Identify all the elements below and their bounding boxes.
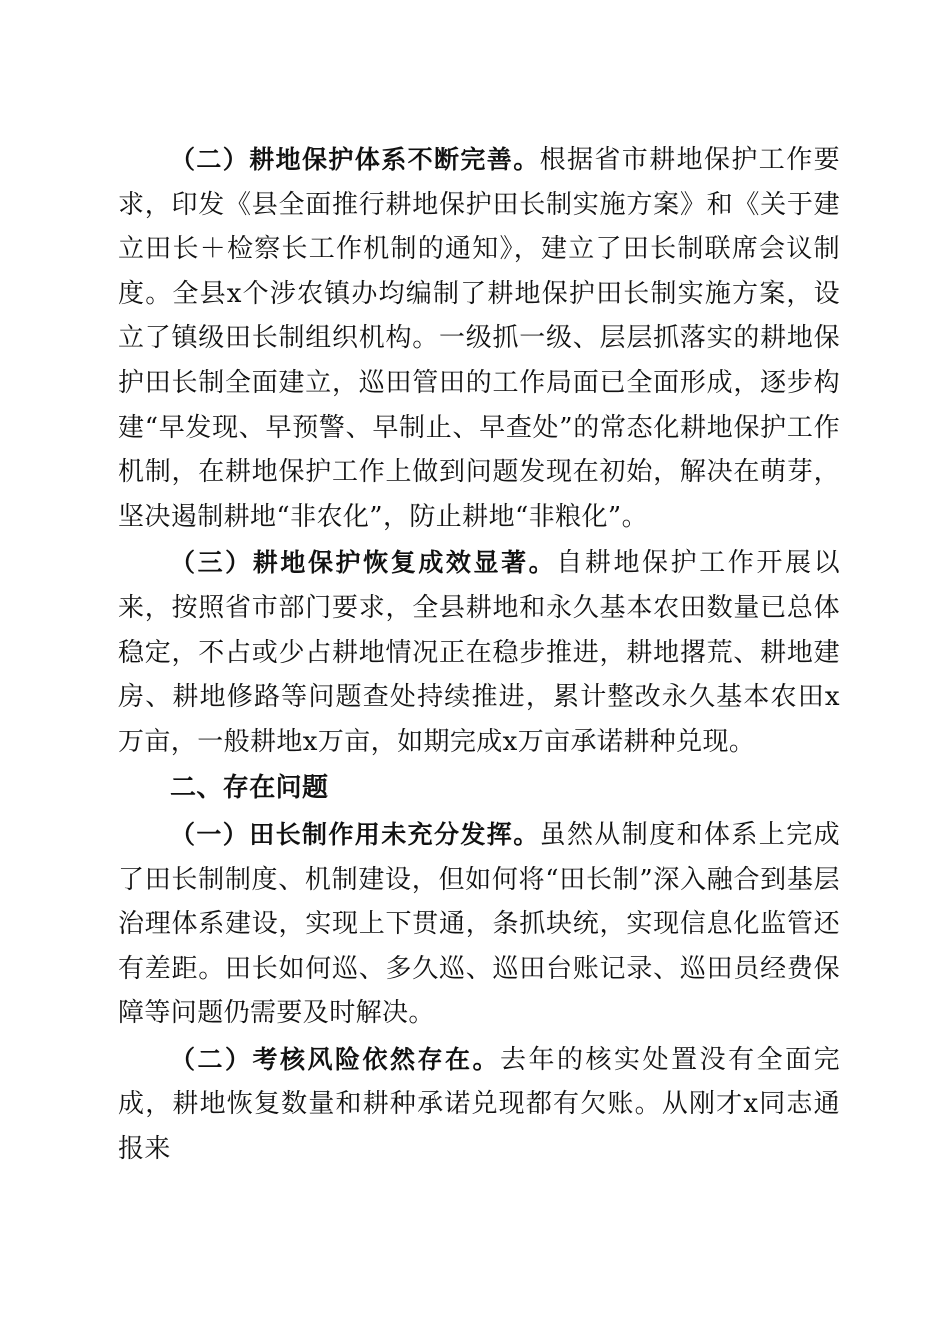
paragraph-lead: （一）田长制作用未充分发挥。 xyxy=(170,819,540,849)
paragraph-body: 自耕地保护工作开展以来，按照省市部门要求，全县耕地和永久基本农田数量已总体稳定，不占或少占耕地情况正在稳步推进，耕地撂荒、耕地建房、耕地修路等问题查处持续推进，累计整改永久基本农田x万亩，一般耕地x万亩，如期完成x万亩承诺耕种兑现。 xyxy=(118,548,840,757)
paragraph-body: 虽然从制度和体系上完成了田长制制度、机制建设，但如何将“田长制”深入融合到基层治理体系建设，实现上下贯通，条抓块统，实现信息化监管还有差距。田长如何巡、多久巡、巡田台账记录、巡田员经费保障等问题仍需要及时解决。 xyxy=(118,819,840,1029)
document-page xyxy=(118,138,840,1172)
paragraph-body: 去年的核实处置没有全面完成，耕地恢复数量和耕种承诺兑现都有欠账。从刚才x同志通报来 xyxy=(118,1044,840,1165)
section-heading-problems: 二、存在问题 xyxy=(170,773,329,804)
paragraph-lead: （二）考核风险依然存在。 xyxy=(170,1044,501,1074)
paragraph-lead: （二）耕地保护体系不断完善。 xyxy=(170,145,540,174)
paragraph-farmland-recovery xyxy=(118,541,840,764)
paragraph-lead: （三）耕地保护恢复成效显著。 xyxy=(170,548,557,578)
paragraph-farmland-system xyxy=(118,138,840,539)
paragraph-problem-one xyxy=(118,813,840,1036)
paragraph-body: 根据省市耕地保护工作要求，印发《县全面推行耕地保护田长制实施方案》和《关于建立田长＋检察长工作机制的通知》，建立了田长制联席会议制度。全县x个涉农镇办均编制了耕地保护田长制实施方案，设立了镇级田长制组织机构。一级抓一级、层层抓落实的耕地保护田长制全面建立，巡田管田的工作局面已全面形成，逐步构建“早发现、早预警、早制止、早查处”的常态化耕地保护工作机制，在耕地保护工作上做到问题发现在初始，解决在萌芽，坚决遏制耕地“非农化”，防止耕地“非粮化”。 xyxy=(118,145,840,532)
paragraph-problem-two xyxy=(118,1038,840,1172)
